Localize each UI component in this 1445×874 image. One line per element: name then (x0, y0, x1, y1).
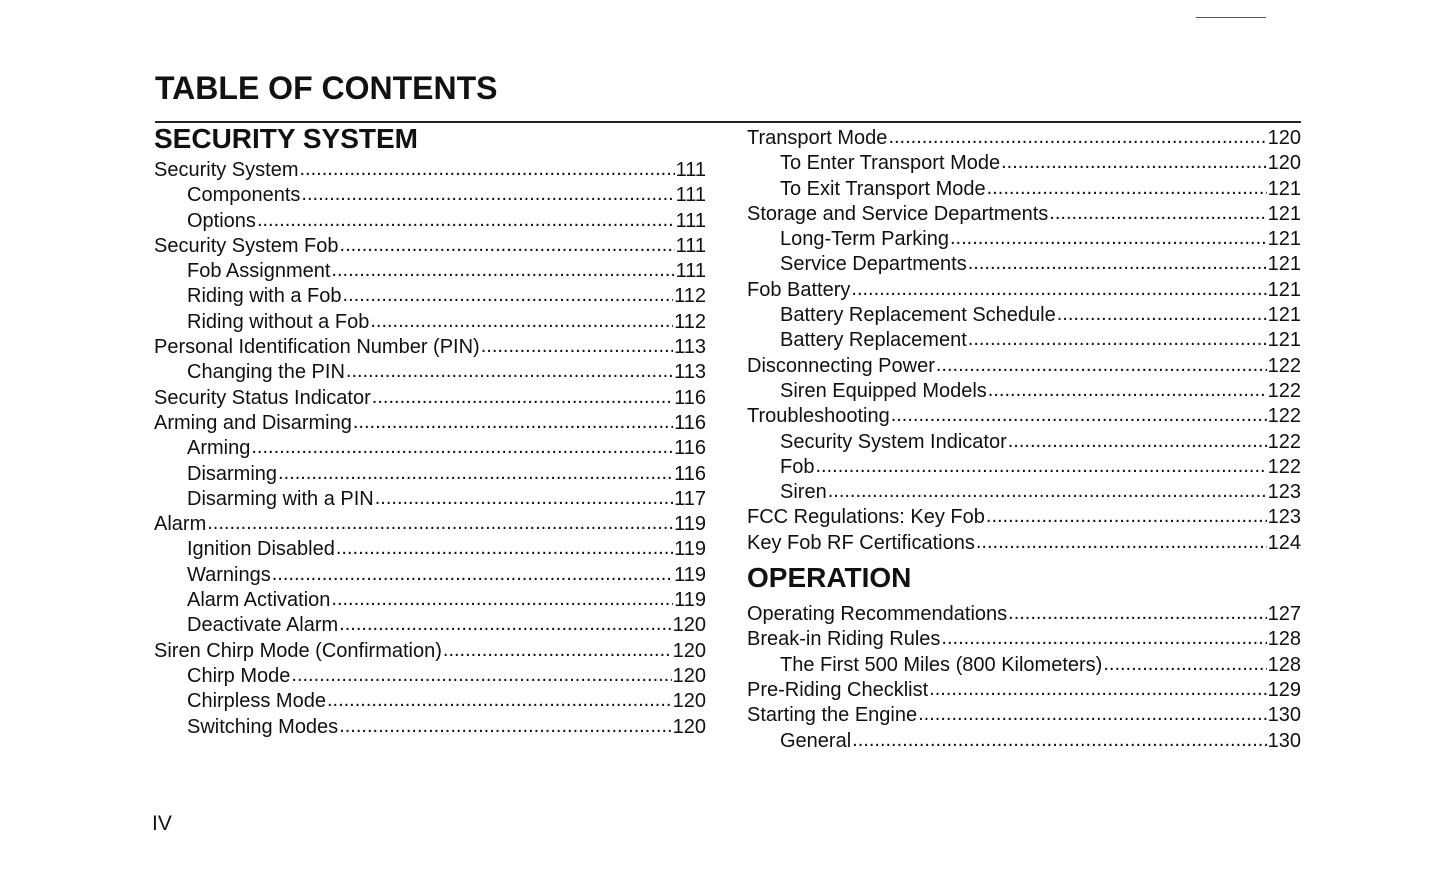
toc-entry[interactable] (747, 653, 1301, 678)
toc-entry[interactable] (747, 278, 1301, 303)
toc-entry-page: 117 (674, 487, 706, 510)
toc-dot-leader (988, 378, 1267, 403)
toc-dot-leader (339, 714, 671, 739)
toc-entry-label: Riding without a Fob (187, 310, 370, 333)
toc-entry-label: Alarm (154, 513, 207, 536)
toc-entry[interactable] (154, 183, 706, 208)
toc-entry[interactable] (747, 328, 1301, 353)
toc-column-left (154, 122, 706, 740)
toc-entry[interactable] (154, 158, 706, 183)
toc-entry-page: 119 (674, 589, 706, 612)
toc-entry-label: Chirpless Mode (187, 690, 326, 713)
toc-dot-leader (888, 125, 1266, 150)
toc-dot-leader (828, 479, 1267, 504)
toc-entry[interactable] (747, 430, 1301, 455)
toc-entry-label: Switching Modes (187, 715, 339, 738)
toc-entry-page: 122 (1267, 430, 1301, 453)
toc-entry-label: Service Departments (780, 253, 967, 276)
toc-entry-page: 111 (675, 159, 706, 181)
toc-entry-page: 121 (1267, 177, 1301, 200)
toc-dot-leader (1103, 652, 1266, 677)
page-title: TABLE OF CONTENTS (155, 70, 498, 106)
toc-entry-page: 123 (1267, 506, 1301, 529)
toc-dot-leader (291, 663, 671, 688)
toc-dot-leader (986, 504, 1267, 529)
toc-entry-label: Options (187, 209, 256, 232)
toc-entry-page: 112 (674, 310, 706, 333)
toc-dot-leader (481, 334, 673, 359)
toc-entry-label: Break-in Riding Rules (747, 628, 941, 651)
toc-entry[interactable] (154, 234, 706, 259)
toc-entry[interactable] (747, 703, 1301, 728)
toc-entry-label: Siren (780, 481, 827, 504)
toc-dot-leader (331, 587, 673, 612)
toc-entry-page: 112 (674, 285, 706, 308)
toc-entry[interactable] (154, 689, 706, 714)
toc-dot-leader (257, 208, 675, 233)
toc-entry-page: 121 (1267, 228, 1301, 251)
toc-entry[interactable] (747, 404, 1301, 429)
toc-entry[interactable] (747, 202, 1301, 227)
toc-entry-label: Security System Indicator (780, 430, 1007, 453)
toc-dot-leader (1001, 150, 1267, 175)
toc-entry-page: 129 (1267, 678, 1301, 701)
toc-dot-leader (299, 157, 674, 182)
toc-entry-label: Chirp Mode (187, 664, 291, 687)
toc-dot-leader (331, 258, 674, 283)
toc-entry-label: Key Fob RF Certifications (747, 531, 975, 554)
toc-entry-page: 120 (1267, 152, 1301, 175)
toc-entry-label: Components (187, 184, 301, 207)
toc-dot-leader (327, 688, 672, 713)
toc-entry-label: Storage and Service Departments (747, 202, 1049, 225)
toc-entry-page: 122 (1267, 379, 1301, 402)
toc-entry-page: 116 (674, 386, 706, 409)
toc-entry[interactable] (154, 310, 706, 335)
toc-entry-page: 111 (675, 260, 706, 283)
toc-entry[interactable] (154, 209, 706, 234)
toc-entry-page: 128 (1267, 628, 1301, 651)
toc-dot-leader (929, 677, 1266, 702)
toc-dot-leader (968, 251, 1267, 276)
toc-dot-leader (339, 612, 671, 637)
toc-dot-leader (1057, 302, 1267, 327)
toc-entry-label: Changing the PIN (187, 361, 345, 384)
toc-dot-leader (340, 233, 675, 258)
toc-entry-page: 121 (1267, 202, 1301, 225)
toc-entry-label: Disarming with a PIN (187, 487, 374, 510)
toc-entry[interactable] (747, 627, 1301, 652)
toc-dot-leader (372, 385, 673, 410)
toc-entry-page: 121 (1267, 278, 1301, 301)
toc-dot-leader (207, 511, 673, 536)
toc-entry-label: Fob (780, 455, 815, 478)
section-heading-operation: OPERATION (747, 562, 912, 594)
toc-entry[interactable] (747, 126, 1301, 151)
toc-dot-leader (272, 562, 673, 587)
toc-entry-label: Security System Fob (154, 234, 339, 257)
toc-entry-label: Ignition Disabled (187, 538, 335, 561)
toc-entry[interactable] (747, 678, 1301, 703)
toc-entry[interactable] (747, 177, 1301, 202)
toc-entry[interactable] (747, 252, 1301, 277)
toc-entry-page: 120 (672, 690, 706, 713)
toc-entry-label: Fob Assignment (187, 260, 331, 283)
toc-entry[interactable] (154, 335, 706, 360)
toc-entry-page: 128 (1267, 653, 1301, 676)
toc-entry[interactable] (747, 303, 1301, 328)
toc-dot-leader (251, 435, 673, 460)
toc-dot-leader (968, 327, 1267, 352)
toc-dot-leader (918, 702, 1267, 727)
toc-dot-leader (852, 728, 1266, 753)
toc-entry[interactable] (747, 151, 1301, 176)
toc-dot-leader (443, 638, 672, 663)
toc-entry[interactable] (747, 354, 1301, 379)
toc-entry-label: Disarming (187, 462, 278, 485)
toc-entry-page: 120 (672, 715, 706, 738)
toc-entry-label: Battery Replacement (780, 329, 967, 352)
toc-entry-label: Warnings (187, 563, 271, 586)
toc-dot-leader (815, 454, 1266, 479)
toc-entry-page: 111 (675, 209, 706, 232)
toc-entry-page: 124 (1267, 531, 1301, 554)
toc-dot-leader (301, 182, 674, 207)
toc-entry-label: Riding with a Fob (187, 285, 342, 308)
toc-entry-label: Long-Term Parking (780, 228, 949, 251)
toc-entry[interactable] (747, 227, 1301, 252)
toc-entry-label: Battery Replacement Schedule (780, 304, 1056, 327)
toc-entry-label: Operating Recommendations (747, 603, 1008, 626)
toc-entry-label: The First 500 Miles (800 Kilometers) (780, 653, 1103, 676)
toc-entry-page: 113 (674, 336, 706, 359)
toc-dot-leader (891, 403, 1267, 428)
toc-entry-page: 127 (1267, 603, 1301, 626)
toc-entry-page: 116 (674, 437, 706, 460)
toc-entry-label: Fob Battery (747, 278, 851, 301)
toc-entry[interactable] (154, 462, 706, 487)
scan-mark (1196, 17, 1266, 18)
toc-entry-page: 116 (674, 462, 706, 485)
section-heading-security-system: SECURITY SYSTEM (154, 123, 418, 154)
toc-entry[interactable] (154, 284, 706, 309)
toc-column-right (747, 122, 1301, 754)
toc-entry[interactable] (154, 411, 706, 436)
toc-entry-label: Troubleshooting (747, 405, 890, 428)
toc-entry-label: To Exit Transport Mode (780, 177, 986, 200)
toc-entry-page: 111 (675, 234, 706, 257)
toc-entry-page: 121 (1267, 304, 1301, 327)
toc-entry-label: Arming and Disarming (154, 411, 352, 434)
toc-dot-leader (936, 353, 1267, 378)
toc-list-security (154, 158, 706, 740)
toc-entry-page: 121 (1267, 253, 1301, 276)
toc-entry[interactable] (154, 259, 706, 284)
toc-dot-leader (987, 176, 1267, 201)
toc-entry-label: Personal Identification Number (PIN) (154, 336, 480, 359)
toc-entry[interactable] (747, 729, 1301, 754)
toc-entry-page: 120 (672, 664, 706, 687)
toc-entry-label: Siren Chirp Mode (Confirmation) (154, 639, 442, 662)
toc-dot-leader (851, 277, 1266, 302)
toc-dot-leader (976, 530, 1267, 555)
page-number: IV (152, 812, 172, 835)
toc-entry-label: To Enter Transport Mode (780, 152, 1001, 175)
toc-entry[interactable] (154, 487, 706, 512)
toc-entry-page: 119 (674, 563, 706, 586)
toc-entry-page: 119 (674, 513, 706, 536)
toc-entry-label: Starting the Engine (747, 704, 918, 727)
toc-dot-leader (941, 626, 1266, 651)
toc-entry-label: FCC Regulations: Key Fob (747, 506, 985, 529)
toc-dot-leader (1049, 201, 1266, 226)
toc-entry-page: 122 (1267, 405, 1301, 428)
toc-entry-label: Alarm Activation (187, 589, 331, 612)
toc-entry-page: 130 (1267, 704, 1301, 727)
toc-entry[interactable] (747, 455, 1301, 480)
toc-entry[interactable] (154, 639, 706, 664)
toc-entry-page: 122 (1267, 455, 1301, 478)
toc-entry-label: General (780, 729, 852, 752)
toc-entry[interactable] (154, 537, 706, 562)
toc-entry[interactable] (747, 602, 1301, 627)
toc-entry-page: 120 (1267, 127, 1301, 149)
toc-dot-leader (950, 226, 1267, 251)
toc-entry[interactable] (154, 563, 706, 588)
toc-list-operation (747, 602, 1301, 754)
toc-entry-page: 120 (672, 614, 706, 637)
toc-entry-label: Deactivate Alarm (187, 614, 339, 637)
toc-dot-leader (375, 486, 673, 511)
toc-entry[interactable] (747, 379, 1301, 404)
toc-entry[interactable] (747, 480, 1301, 505)
toc-entry-page: 121 (1267, 329, 1301, 352)
toc-entry[interactable] (154, 613, 706, 638)
toc-entry-label: Security Status Indicator (154, 386, 371, 409)
toc-entry-page: 113 (674, 361, 706, 384)
toc-dot-leader (346, 359, 673, 384)
toc-list-security-continued (747, 126, 1301, 556)
toc-dot-leader (1008, 601, 1266, 626)
toc-entry-label: Transport Mode (747, 127, 888, 149)
toc-entry-page: 116 (674, 411, 706, 434)
toc-entry[interactable] (154, 512, 706, 537)
toc-entry[interactable] (154, 386, 706, 411)
toc-entry[interactable] (154, 588, 706, 613)
toc-entry-page: 122 (1267, 354, 1301, 377)
toc-entry[interactable] (747, 505, 1301, 530)
toc-entry[interactable] (154, 715, 706, 740)
toc-entry-label: Arming (187, 437, 251, 460)
toc-entry-page: 130 (1267, 729, 1301, 752)
toc-dot-leader (370, 309, 673, 334)
toc-dot-leader (353, 410, 673, 435)
toc-entry-page: 111 (675, 184, 706, 207)
toc-entry[interactable] (154, 360, 706, 385)
toc-dot-leader (1008, 429, 1267, 454)
toc-entry-page: 120 (672, 639, 706, 662)
toc-entry-page: 123 (1267, 481, 1301, 504)
toc-entry-label: Siren Equipped Models (780, 379, 987, 402)
toc-dot-leader (343, 283, 674, 308)
toc-entry[interactable] (154, 436, 706, 461)
toc-entry[interactable] (154, 664, 706, 689)
toc-entry-label: Security System (154, 159, 299, 181)
toc-dot-leader (278, 461, 673, 486)
toc-entry-page: 119 (674, 538, 706, 561)
toc-dot-leader (336, 536, 673, 561)
toc-entry-label: Pre-Riding Checklist (747, 678, 929, 701)
toc-entry-label: Disconnecting Power (747, 354, 935, 377)
toc-entry[interactable] (747, 531, 1301, 556)
